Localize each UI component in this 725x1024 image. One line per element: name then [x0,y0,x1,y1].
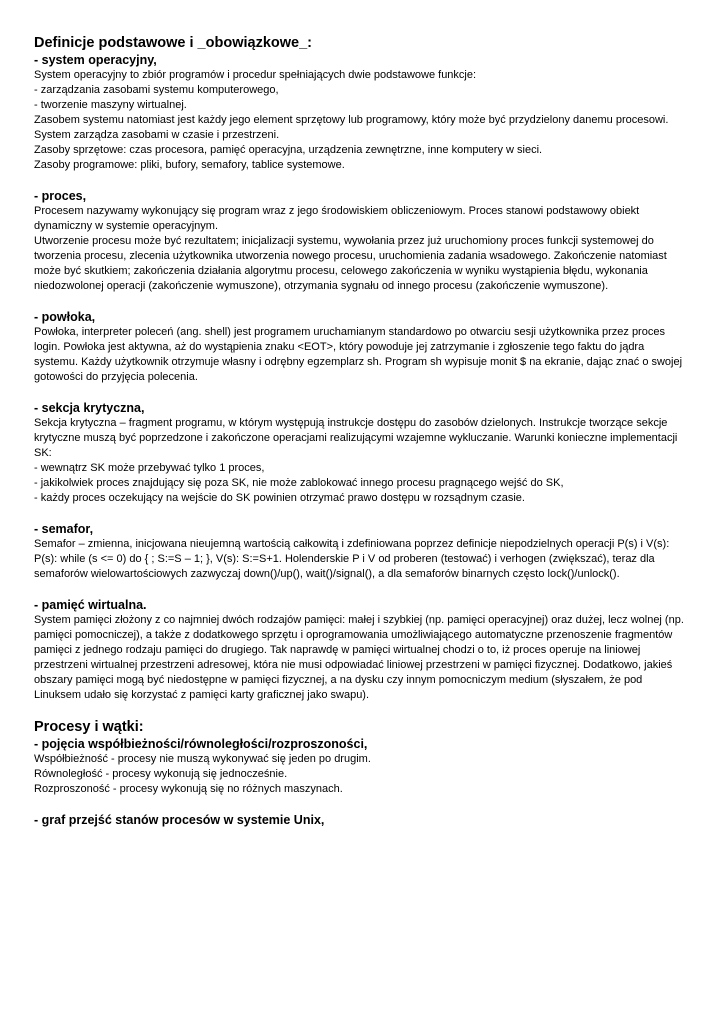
section-state-graph [34,812,686,828]
subheading-process: - proces, [34,189,87,203]
list-item: - zarządzania zasobami systemu komputerowego, [34,84,279,96]
paragraph: Zasoby sprzętowe: czas procesora, pamięć operacyjna, urządzenia zewnętrzne, inne komputery w sieci. [34,144,543,156]
paragraph: Równoległość - procesy wykonują się jednocześnie. [34,768,288,780]
paragraph: System pamięci złożony z co najmniej dwóch rodzajów pamięci: małej i szybkiej (np. pamięci operacyjnej) oraz dużej, lecz wolnej (np. pamięci pomocniczej), a także z dodatkowego sprzętu i oprogramowania umożliwiającego automatyczne przenoszenie fragmentów pamięci z jednego rodzaju pamięci do drugiego. Tak naprawdę w pamięci wirtualnej chodzi o to, iż proces operuje na liniowej przestrzeni wirtualnej przestrzeni adresowej, która nie musi odpowiadać liniowej przestrzeni w pamięci fizycznej. Dodatkowo, jakieś obszary pamięci mogą być niedostępne w pamięci fizycznej, a na dysku czy innym pomocniczym medium (słyszałem, że pod Linuksem udało się korzystać z pamięci karty graficznej jako swapu). [34,614,684,701]
paragraph: Zasoby programowe: pliki, bufory, semafory, tablice systemowe. [34,159,345,171]
section-semaphore [34,521,686,582]
section-shell [34,309,686,385]
paragraph: Sekcja krytyczna – fragment programu, w którym występują instrukcje dostępu do zasobów dzielonych. Instrukcje tworzące sekcje krytyczne muszą być poprzedzone i zakończone operacjami realizującymi wzajemne wykluczanie. Warunki konieczne implementacji SK: [34,417,678,459]
document-page [34,34,686,843]
list-item: - wewnątrz SK może przebywać tylko 1 proces, [34,462,265,474]
paragraph: Powłoka, interpreter poleceń (ang. shell) jest programem uruchamianym standardowo po otwarciu sesji użytkownika przez proces login. Powłoka jest aktywna, aż do wystąpienia znaku <EOT>, który powoduje jej zatrzymanie i zgłoszenie tego faktu do jądra systemu. Każdy użytkownik otrzymuje własny i odrębny egzemplarz sh. Program sh wypisuje monit $ na ekranie, dając znać o swojej gotowości do przyjęcia polecenia. [34,326,683,383]
paragraph: Utworzenie procesu może być rezultatem; inicjalizacji systemu, wywołania przez już uruchomiony proces funkcji systemowej do tworzenia procesu, zlecenia użytkownika utworzenia nowego procesu, uruchomienia zadania wsadowego. Zakończenie natomiast może być skutkiem; zakończenia działania algorytmu procesu, celowego zakończenia w wyniku wystąpienia błędu, wykonania niedozwolonej operacji (zakończenie wymuszone), otrzymania sygnału od innego procesu (zakończenie wymuszone). [34,235,667,292]
section-heading-definitions: Definicje podstawowe i _obowiązkowe_: [34,35,312,51]
paragraph: Procesem nazywamy wykonujący się program wraz z jego środowiskiem obliczeniowym. Proces stanowi podstawowy obiekt dynamiczny w systemie operacyjnym. [34,205,640,232]
section-heading-processes-threads: Procesy i wątki: [34,719,144,735]
section-virtual-memory [34,597,686,703]
section-concurrency [34,736,686,797]
subheading-semaphore: - semafor, [34,522,94,536]
paragraph: Współbieżność - procesy nie muszą wykonywać się jeden po drugim. [34,753,371,765]
paragraph: System operacyjny to zbiór programów i procedur spełniających dwie podstawowe funkcje: [34,69,477,81]
list-item: - tworzenie maszyny wirtualnej. [34,99,187,111]
subheading-critical-section: - sekcja krytyczna, [34,401,145,415]
section-process [34,188,686,294]
subheading-shell: - powłoka, [34,310,96,324]
paragraph: Zasobem systemu natomiast jest każdy jego element sprzętowy lub programowy, który może być przydzielony danemu procesowi. System zarządza zasobami w czasie i przestrzeni. [34,114,669,141]
subheading-virtual-memory: - pamięć wirtualna. [34,598,147,612]
list-item: - każdy proces oczekujący na wejście do SK powinien otrzymać prawo dostępu w rozsądnym czasie. [34,492,525,504]
paragraph: Rozproszoność - procesy wykonują się no różnych maszynach. [34,783,343,795]
section-operating-system [34,52,686,173]
section-critical-section [34,400,686,506]
subheading-state-graph: - graf przejść stanów procesów w systemie Unix, [34,813,325,827]
paragraph: Semafor – zmienna, inicjowana nieujemną wartością całkowitą i zdefiniowana poprzez definicje niepodzielnych operacji P(s) i V(s): P(s): while (s <= 0) do { ; S:=S – 1; }, V(s): S:=S+1. Holenderskie P i V od proberen (testować) i verhogen (zwiększać), teraz dla semaforów wielowartościowych zazwyczaj down()/up(), wait()/signal(), a dla semaforów binarnych często lock()/unlock(). [34,538,670,580]
subheading-operating-system: - system operacyjny, [34,53,157,67]
list-item: - jakikolwiek proces znajdujący się poza SK, nie może zablokować innego procesu pragnącego wejść do SK, [34,477,564,489]
subheading-concurrency: - pojęcia współbieżności/równoległości/rozproszoności, [34,737,368,751]
